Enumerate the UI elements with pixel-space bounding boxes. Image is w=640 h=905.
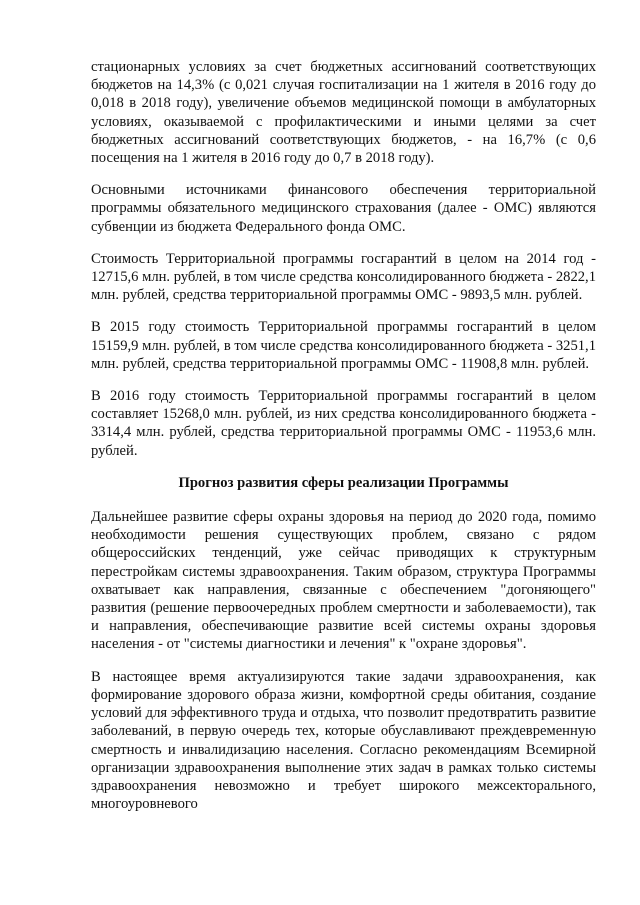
paragraph-funding-sources: Основными источниками финансового обеспечения территориальной программы обязательного медицинского страхования (далее - ОМС) являются субвенции из бюджета Федерального фонда ОМС. [91, 182, 596, 235]
paragraph-cost-2016: В 2016 году стоимость Территориальной программы госгарантий в целом составляет 15268,0 млн. рублей, из них средства консолидированного бюджета - 3314,4 млн. рублей, средства территориальной программы ОМС - 11953,6 млн. рублей. [91, 388, 596, 459]
paragraph-current-tasks: В настоящее время актуализируются такие задачи здравоохранения, как формирование здорового образа жизни, комфортной среды обитания, создание условий для эффективного труда и отдыха, что позволит предотвратить развитие заболеваний, в первую очередь тех, которые обуславливают преждевременную смертность и инвалидизацию населения. Согласно рекомендациям Всемирной организации здравоохранения выполнение этих задач в рамках только системы здравоохранения невозможно и требует широкого межсекторального, многоуровневого [91, 668, 596, 813]
document-page [91, 58, 596, 827]
paragraph-hospital-care: стационарных условиях за счет бюджетных ассигнований соответствующих бюджетов на 14,3% (с 0,021 случая госпитализации на 1 жителя в 2016 году до 0,018 в 2018 году), увеличение объемов медицинской помощи в амбулаторных условиях, оказываемой с профилактическими и иными целями за счет бюджетных ассигнований соответствующих бюджетов, - на 16,7% (с 0,6 посещения на 1 жителя в 2016 году до 0,7 в 2018 году). [91, 59, 596, 167]
paragraph-development-forecast: Дальнейшее развитие сферы охраны здоровья на период до 2020 года, помимо необходимости решения существующих проблем, связано с рядом общероссийских тенденций, уже сейчас приводящих к структурным перестройкам системы здравоохранения. Таким образом, структура Программы охватывает как направления, связанные с обеспечением "догоняющего" развития (решение первоочередных проблем смертности и заболеваемости), так и направления, обеспечивающие развитие всей системы охраны здоровья населения - от "системы диагностики и лечения" к "охране здоровья". [91, 509, 596, 653]
section-heading: Прогноз развития сферы реализации Программы [178, 474, 509, 491]
paragraph-cost-2015: В 2015 году стоимость Территориальной программы госгарантий в целом 15159,9 млн. рублей, в том числе средства консолидированного бюджета - 3251,1 млн. рублей, средства территориальной программы ОМС - 11908,8 млн. рублей. [91, 319, 596, 372]
paragraph-cost-2014: Стоимость Территориальной программы госгарантий в целом на 2014 год - 12715,6 млн. рублей, в том числе средства консолидированного бюджета - 2822,1 млн. рублей, средства территориальной программы ОМС - 9893,5 млн. рублей. [91, 250, 596, 304]
